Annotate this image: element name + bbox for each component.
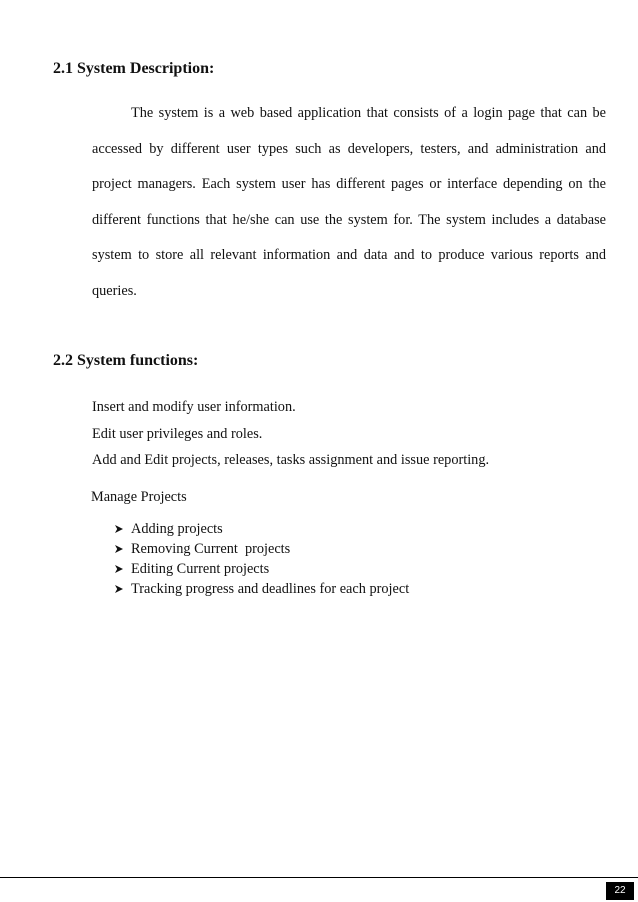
arrow-bullet-icon — [114, 524, 124, 534]
section-heading-system-functions: 2.2 System functions: — [53, 352, 199, 369]
system-functions-list — [92, 394, 489, 474]
footer-divider — [0, 877, 638, 878]
arrow-bullet-icon — [114, 584, 124, 594]
list-item: Edit user privileges and roles. — [92, 425, 263, 442]
list-item: Insert and modify user information. — [92, 399, 296, 415]
section-heading-system-description: 2.1 System Description: — [53, 60, 215, 77]
page-number-badge: 22 — [606, 882, 634, 900]
manage-projects-title: Manage Projects — [91, 489, 187, 505]
list-item — [114, 559, 409, 579]
list-item — [114, 539, 409, 559]
arrow-bullet-icon — [114, 564, 124, 574]
system-description-paragraph — [92, 96, 606, 310]
arrow-bullet-icon — [114, 544, 124, 554]
list-item-text: Adding projects — [131, 521, 223, 537]
system-description-text: The system is a web based application that consists of a login page that can be accessed by different user types such as developers, testers, and administration and project managers. Each system user has different pages or interface depending on the different functions that he/she can use the system for. The system includes a database system to store all relevant information and data and to produce various reports and queries. — [92, 105, 606, 299]
list-item-text: Tracking progress and deadlines for each project — [131, 581, 410, 597]
list-item — [114, 519, 409, 539]
list-item-text: Editing Current projects — [131, 561, 270, 577]
manage-projects-list — [114, 519, 409, 599]
list-item-text: Removing Current projects — [131, 541, 291, 557]
list-item — [114, 579, 409, 599]
list-item: Add and Edit projects, releases, tasks assignment and issue reporting. — [92, 452, 490, 468]
